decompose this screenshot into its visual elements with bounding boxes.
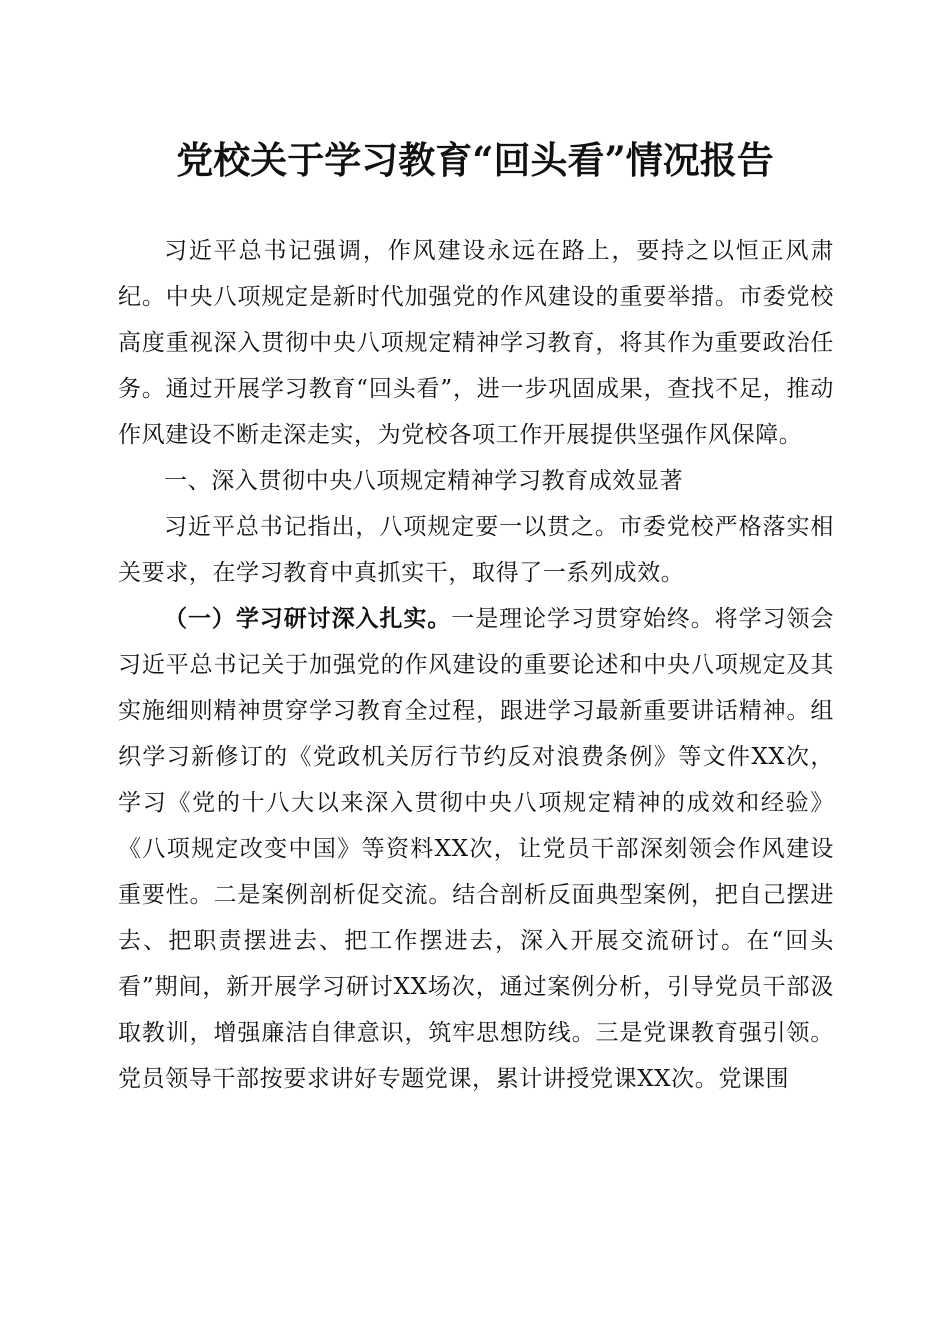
- subsection-1-lead: （一）学习研讨深入扎实。: [164, 605, 452, 632]
- subsection-1-paragraph: [118, 596, 834, 1102]
- document-body: [118, 228, 834, 1102]
- document-title: 党校关于学习教育“回头看”情况报告: [176, 138, 774, 182]
- intro-paragraph: 习近平总书记强调，作风建设永远在路上，要持之以恒正风肃纪。中央八项规定是新时代加强党的作风建设的重要举措。市委党校高度重视深入贯彻中央八项规定精神学习教育，将其作为重要政治任务。通过开展学习教育“回头看”，进一步巩固成果，查找不足，推动作风建设不断走深走实，为党校各项工作开展提供坚强作风保障。: [118, 238, 834, 448]
- section-1-paragraph: 习近平总书记指出，八项规定要一以贯之。市委党校严格落实相关要求，在学习教育中真抓实干，取得了一系列成效。: [118, 514, 834, 586]
- section-1-heading: 一、深入贯彻中央八项规定精神学习教育成效显著: [164, 468, 684, 494]
- subsection-1-text: 一是理论学习贯穿始终。将学习领会习近平总书记关于加强党的作风建设的重要论述和中央八项规定及其实施细则精神贯穿学习教育全过程，跟进学习最新重要讲话精神。组织学习新修订的《党政机关厉行节约反对浪费条例》等文件XX次，学习《党的十八大以来深入贯彻中央八项规定精神的成效和经验》《八项规定改变中国》等资料XX次，让党员干部深刻领会作风建设重要性。二是案例剖析促交流。结合剖析反面典型案例，把自己摆进去、把职责摆进去、把工作摆进去，深入开展交流研讨。在“回头看”期间，新开展学习研讨XX场次，通过案例分析，引导党员干部汲取教训，增强廉洁自律意识，筑牢思想防线。三是党课教育强引领。党员领导干部按要求讲好专题党课，累计讲授党课XX次。党课围: [118, 606, 835, 1092]
